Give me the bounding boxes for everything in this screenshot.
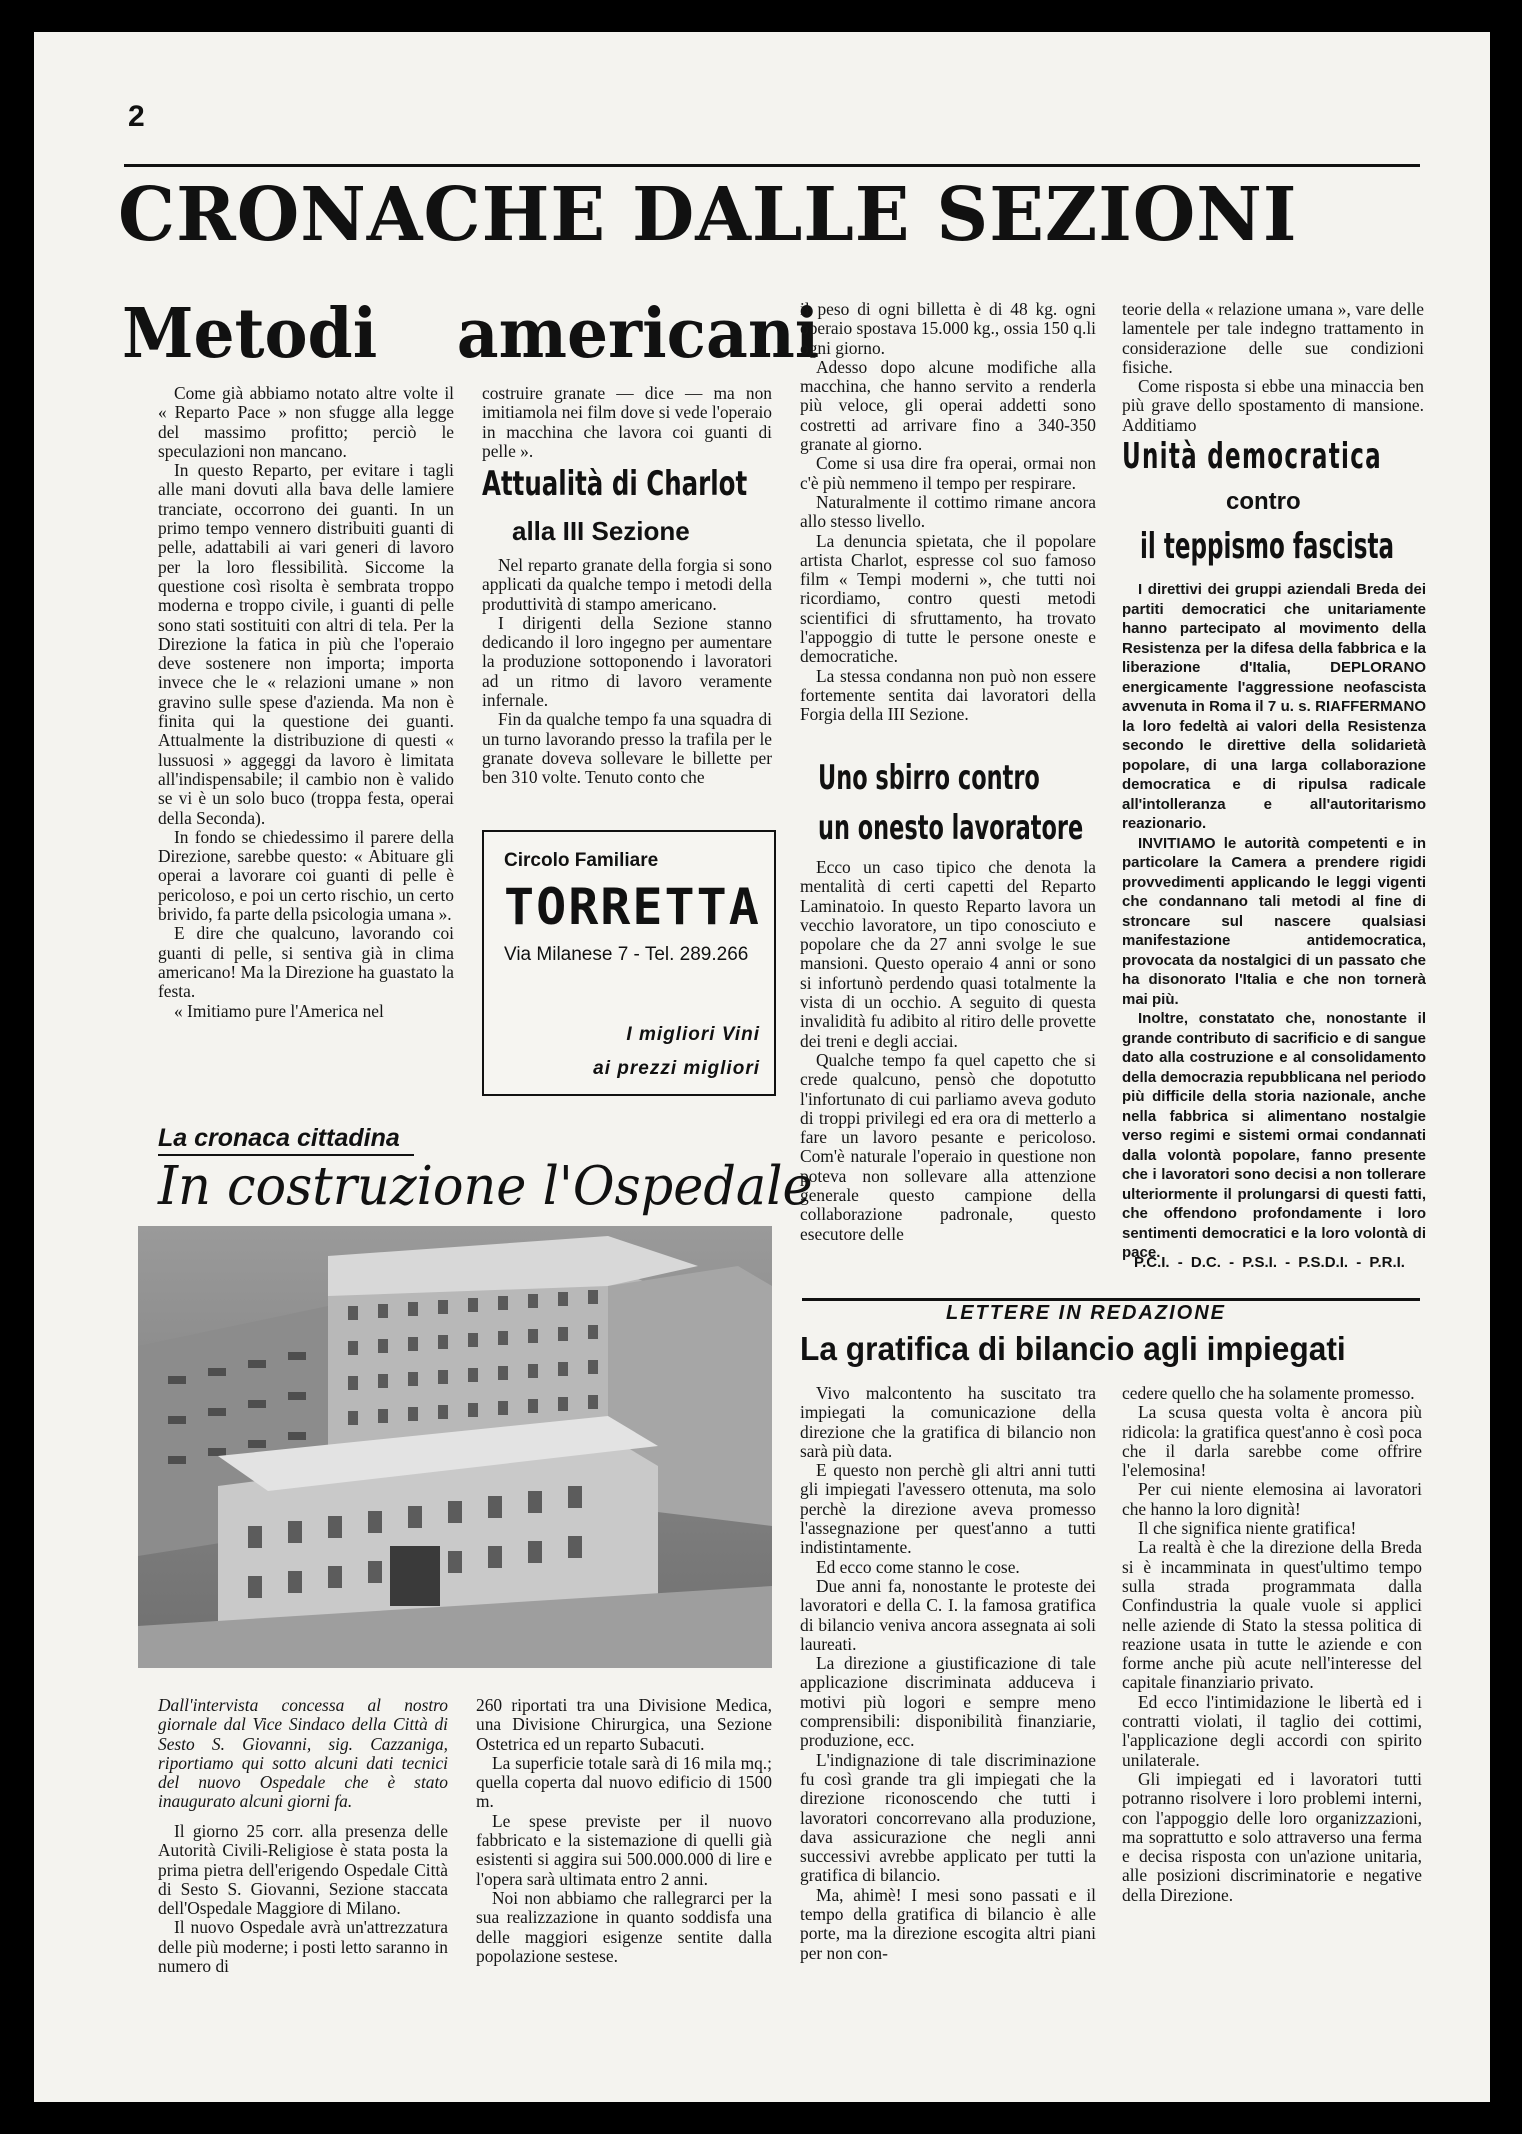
paragraph: La superficie totale sarà di 16 mila mq.; quella coperta dal nuovo edificio di 1500 m. bbox=[476, 1752, 772, 1812]
paragraph: Inoltre, constatato che, nonostante il grande contributo di sacrificio e di sangue dato alla costruzione e al consolidamento della democrazia repubblicana nel periodo più difficile della storia nazionale, anche nella fabbrica si alimentano nostalgie verso regimi e sistemi ormai condannati dalla volontà popolare, fanno presente che i lavoratori sono decisi a non tollerare ulteriormente il prolungarsi di questi fatti, che offendono profondamente i loro sentimenti democratici e la loro volontà di pace. bbox=[1122, 1010, 1426, 1261]
col4-top bbox=[1122, 300, 1424, 435]
subheadline-charlot: alla III Sezione bbox=[512, 516, 690, 546]
paragraph: La realtà è che la direzione della Breda si è incamminata in quest'ultimo tempo sulla strada programmata dalla Confindustria la quale vuole si applici nelle aziende di Stato la stessa politica di reazione usata in tutte le aziende e con forme anche più acute nell'interesse del capitale finanziario privato. bbox=[1122, 1537, 1422, 1693]
paragraph: Ecco un caso tipico che denota la mentalità di certi capetti del Reparto Laminatoio. In questo Reparto lavora un vecchio lavoratore, un tipo conosciuto e popolare che da 27 anni svolge le sue mansioni. Questo operaio 4 anni or sono si infortunò perdendo quasi totalmente la vista di un occhio. A seguito di questa invalidità fu adibito al ritiro delle provette dei treni e degli acciai. bbox=[800, 857, 1096, 1051]
paragraph: Ed ecco l'intimidazione le libertà ed i contratti violati, il taglio dei cottimi, l'applicazione degli accordi con spirito unilaterale. bbox=[1122, 1691, 1422, 1770]
ospedale-column-1 bbox=[158, 1822, 448, 1976]
headline-metodi: Metodi americani bbox=[122, 294, 820, 374]
paragraph: L'indignazione di tale discriminazione fu così grande tra gli impiegati che la direzione riconoscendo che tutti i lavoratori concorrevano alla produzione, dava assicurazione che negli anni successivi avrebbe applicato per tutti la gratifica di bilancio. bbox=[800, 1749, 1096, 1886]
headline-unita-teppismo: il teppismo fascista bbox=[1140, 526, 1395, 567]
ad-address: Via Milanese 7 - Tel. 289.266 bbox=[504, 944, 749, 965]
paragraph: In fondo se chiedessimo il parere della Direzione, sarebbe questo: « Abituare gli operai a lavorare coi guanti di pelle è pericoloso, e poi un certo rischio, un certo brivido, fa parte della psicologia umana ». bbox=[158, 826, 454, 925]
sbirro-column bbox=[800, 858, 1096, 1244]
paragraph: Due anni fa, nonostante le proteste dei lavoratori e della C. I. la famosa gratifica di bilancio veniva ancora assegnata ai soli laureati. bbox=[800, 1575, 1096, 1654]
paragraph: Adesso dopo alcune modifiche alla macchina, che hanno servito a renderla più veloce, gli operai addetti sono costretti ad arrivare fino a 340-350 granate al giorno. bbox=[800, 356, 1096, 455]
paragraph: « Imitiamo pure l'America nel bbox=[174, 1000, 384, 1021]
paragraph: E dire che qualcuno, lavorando coi guanti di pelle, si sentiva già in clima americano! Ma la Direzione ha guastato la festa. bbox=[158, 923, 454, 1002]
charlot-column-3 bbox=[800, 300, 1096, 725]
paragraph: Ma, ahimè! I mesi sono passati e il tempo della gratifica di bilancio è alle porte, ma la direzione escogita altri piani per non con- bbox=[800, 1884, 1096, 1963]
newspaper-page bbox=[34, 32, 1490, 2102]
paragraph: Il nuovo Ospedale avrà un'attrezzatura delle più moderne; i posti letto saranno in numero di bbox=[158, 1917, 448, 1977]
paragraph: Noi non abbiamo che rallegrarci per la sua realizzazione in quanto soddisfa una delle maggiori esigenze sentite dalla popolazione sestese. bbox=[476, 1887, 772, 1966]
paragraph: teorie della « relazione umana », vare delle lamentele per tale indegno trattamento in considerazione delle sue condizioni fisiche. bbox=[1122, 299, 1424, 377]
paragraph: La direzione a giustificazione di tale applicazione discriminata adduceva i motivi più logori e sempre meno comprensibili: disponibilità finanziarie, produzione, ecc. bbox=[800, 1653, 1096, 1751]
paragraph: Ed ecco come stanno le cose. bbox=[816, 1556, 1020, 1577]
ad-line1: Circolo Familiare bbox=[504, 850, 659, 871]
ospedale-column-2 bbox=[476, 1696, 772, 1966]
paragraph: Come risposta si ebbe una minaccia ben più grave dello spostamento di mansione. Additiamo bbox=[1122, 376, 1424, 435]
paragraph: Come si usa dire fra operai, ormai non c'è più nemmeno il tempo per respirare. bbox=[800, 453, 1096, 493]
paragraph: Per cui niente elemosina ai lavoratori che hanno la loro dignità! bbox=[1122, 1479, 1422, 1519]
headline-unita: Unità democratica bbox=[1122, 436, 1382, 477]
paragraph: La scusa questa volta è ancora più ridicola: la gratifica quest'anno è così poca che il darla sarebbe come offrire l'elemosina! bbox=[1122, 1402, 1422, 1481]
metodi-column-2 bbox=[482, 384, 772, 461]
hospital-photo bbox=[138, 1226, 772, 1668]
paragraph: Le spese previste per il nuovo fabbricato e la sistemazione di quelli già esistenti si aggira sui 500.000.000 di lire e l'opera sarà ultimata entro 2 anni. bbox=[476, 1810, 772, 1889]
headline-unita-contro: contro bbox=[1226, 488, 1301, 515]
paragraph: il peso di ogni billetta è di 48 kg. ogni operaio spostava 15.000 kg., ossia 150 q.li ogni giorno. bbox=[800, 299, 1096, 358]
lettere-column-1 bbox=[800, 1384, 1096, 1963]
paragraph: Come già abbiamo notato altre volte il « Reparto Pace » non sfugge alla legge del massimo profitto; perciò le speculazioni non mancano. bbox=[158, 383, 454, 461]
headline-sbirro-2: un onesto lavoratore bbox=[818, 808, 1084, 848]
lettere-rule bbox=[802, 1298, 1420, 1301]
kicker-lettere: LETTERE IN REDAZIONE bbox=[946, 1302, 1227, 1324]
paragraph: Il che significa niente gratifica! bbox=[1138, 1518, 1357, 1539]
ad-circolo-torretta bbox=[482, 830, 776, 1096]
paragraph: Vivo malcontento ha suscitato tra impiegati la comunicazione della direzione che la gratifica di bilancio non sarà più data. bbox=[800, 1383, 1096, 1461]
masthead: CRONACHE DALLE SEZIONI bbox=[118, 172, 1298, 258]
paragraph: I direttivi dei gruppi aziendali Breda dei partiti democratici che unitariamente hanno partecipato al movimento della Resistenza per la difesa della fabbrica e la liberazione d'Italia, DEPLORANO energicamente l'aggressione neofascista avvenuta in Roma il 7 u. s. RIAFFERMANO la loro fedeltà ai valori della Resistenza secondo le direttive della solidarietà popolare, di una larga collaborazione democratica e di ripulsa radicale all'intolleranza e all'autoritarismo reazionario. bbox=[1122, 581, 1426, 832]
page-number: 2 bbox=[128, 100, 145, 133]
paragraph: La stessa condanna non può non essere fortemente sentita dai lavoratori della Forgia della III Sezione. bbox=[800, 665, 1096, 725]
paragraph: I dirigenti della Sezione stanno dedicando il loro ingegno per aumentare la produzione sottoponendo i lavoratori ad un ritmo di lavoro veramente infernale. bbox=[482, 612, 772, 711]
paragraph: Naturalmente il cottimo rimane ancora allo stesso livello. bbox=[800, 491, 1096, 532]
hospital-building-illustration bbox=[138, 1226, 772, 1668]
unita-column bbox=[1122, 580, 1426, 1263]
paragraph: La denuncia spietata, che il popolare artista Charlot, espresse col suo famoso film « Tempi moderni », che tutti noi ricordiamo, contro questi metodi scientifici di sfruttamento, ha trovato l'appoggio di tutte le persone oneste e democratiche. bbox=[800, 530, 1096, 667]
paragraph: 260 riportati tra una Divisione Medica, una Divisione Chirurgica, una Sezione Ostetrica ed un reparto Subacuti. bbox=[476, 1695, 772, 1754]
paragraph: Dall'intervista concessa al nostro giornale dal Vice Sindaco della Città di Sesto S. Giovanni, sig. Cazzaniga, riportiamo qui sotto alcuni dati tecnici del nuovo Ospedale che è stato inaugurato alcuni giorni fa. bbox=[158, 1695, 448, 1812]
kicker-cronaca: La cronaca cittadina bbox=[158, 1124, 400, 1152]
headline-ospedale: In costruzione l'Ospedale bbox=[158, 1156, 813, 1217]
ad-name: TORRETTA bbox=[504, 878, 761, 936]
metodi-column-1 bbox=[158, 384, 454, 1021]
ad-slogan1: I migliori Vini bbox=[626, 1024, 760, 1045]
lettere-column-2 bbox=[1122, 1384, 1422, 1905]
ad-slogan2: ai prezzi migliori bbox=[593, 1058, 760, 1079]
paragraph: cedere quello che ha solamente promesso. bbox=[1122, 1383, 1415, 1403]
top-rule bbox=[124, 164, 1420, 167]
headline-charlot: Attualità di Charlot bbox=[482, 464, 748, 504]
headline-gratifica: La gratifica di bilancio agli impiegati bbox=[800, 1330, 1346, 1367]
charlot-column-2 bbox=[482, 556, 772, 788]
paragraph: Qualche tempo fa quel capetto che si crede qualcuno, pensò che dopotutto l'infortunato di cui parliamo aveva goduto di troppi privilegi ed era ora di metterlo a fare un lavoro pesante e pericoloso. Com'è naturale l'operaio in questione non poteva non sollevare alla attenzione generale questo campione della collaborazione padronale, questo esecutore delle bbox=[800, 1049, 1096, 1244]
unita-signatures: P.C.I. - D.C. - P.S.I. - P.S.D.I. - P.R.I. bbox=[1134, 1254, 1405, 1271]
paragraph: INVITIAMO le autorità competenti e in particolare la Camera a prendere rigidi provvedimenti applicando le leggi vigenti che condannano tali metodi al fine di stroncare sul nascere qualsiasi manifestazione antidemocratica, provocata da nostalgici di un passato che ha disonorato l'Italia e che non tornerà mai più. bbox=[1122, 834, 1426, 1008]
paragraph: Fin da qualche tempo fa una squadra di un turno lavorando presso la trafila per le granate doveva sollevare le billette per ben 310 volte. Tenuto conto che bbox=[482, 709, 772, 788]
ospedale-caption bbox=[158, 1696, 448, 1812]
paragraph: costruire granate — dice — ma non imitiamola nei film dove si vede l'operaio in macchina che lavora coi guanti di pelle ». bbox=[482, 383, 773, 461]
paragraph: Il giorno 25 corr. alla presenza delle Autorità Civili-Religiose è stata posta la prima pietra dell'erigendo Ospedale Città di Sesto S. Giovanni, Sezione staccata dell'Ospedale Maggiore di Milano. bbox=[158, 1821, 448, 1919]
headline-sbirro-1: Uno sbirro contro bbox=[818, 758, 1040, 798]
paragraph: Gli impiegati ed i lavoratori tutti potranno risolvere i loro problemi interni, con l'appoggio delle loro organizzazioni, ma soprattutto e solo attraverso una ferma e decisa risposta con un'azione unitaria, alle posizioni discriminatorie e negative della Direzione. bbox=[1122, 1768, 1422, 1905]
paragraph: Nel reparto granate della forgia si sono applicati da qualche tempo i metodi della produttività di stampo americano. bbox=[482, 555, 772, 614]
paragraph: In questo Reparto, per evitare i tagli alle mani dovuti alla bava delle lamiere tranciate, occorrono dei guanti. In un primo tempo vennero distribuiti guanti di pelle, adattabili ai vari generi di lavoro per la loro flessibilità. Siccome la questione così risolta è sembrata troppo moderna e troppo civile, i guanti di pelle sono stati sostituiti con altri di tela. Per la Direzione la fatica in più che l'operaio deve sostenere non importa; importa invece che le « relazioni umane » non gravino sulle spese d'azienda. Ma non è finita qui la questione dei guanti. Attualmente la distribuzione di questi « lussuosi » aggeggi da lavoro è limitata all'indispensabile; il cambio non è valido se vi è un solo buco (troppa festa, operai della Seconda). bbox=[158, 460, 454, 828]
paragraph: E questo non perchè gli altri anni tutti gli impiegati l'avessero ottenuta, ma solo perchè la direzione aveva promesso l'assegnazione per quest'anno a tutti indistintamente. bbox=[800, 1460, 1096, 1558]
